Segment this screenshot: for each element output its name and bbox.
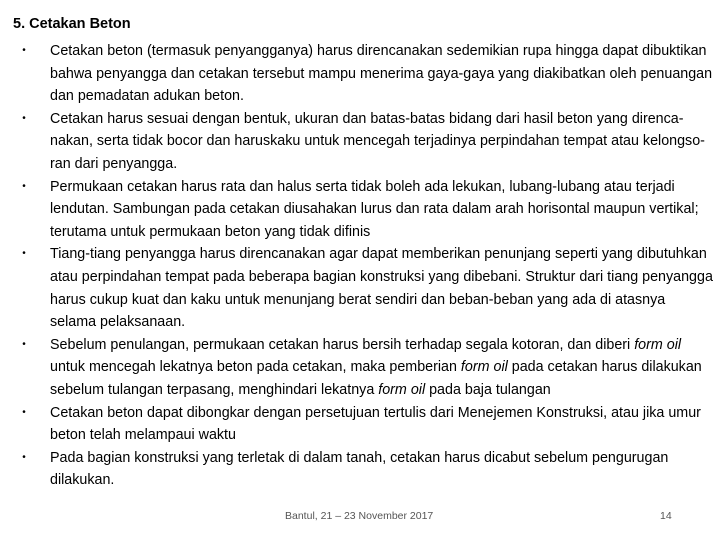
bullet-point-icon: •: [22, 45, 26, 56]
bullet-text: Permukaan cetakan harus rata dan halus serta tidak boleh ada lekukan, lubang-lubang atau terjadi lendutan. Sambungan pada cetakan diusahakan lurus dan rata dalam arah horisontal maupun vertikal; terutama untuk permukaan beton yang tidak difinis: [50, 178, 699, 240]
form-oil-term: form oil: [634, 336, 682, 353]
bullet-text: Cetakan beton (termasuk penyangganya) harus direncanakan sedemikian rupa hingga dapat dibuktikan bahwa penyangga dan cetakan tersebut mampu menerima gaya-gaya yang diakibatkan oleh penuangan dan pemadatan adukan beton.: [50, 43, 713, 105]
bullet-text: [50, 337, 702, 398]
bullet-item: [0, 334, 720, 402]
bullet-point-icon: •: [22, 248, 26, 260]
bullet-item: [0, 447, 720, 492]
section-heading: 5. Cetakan Beton: [13, 16, 131, 32]
bullet-text: Tiang-tiang penyangga harus direncanakan agar dapat memberikan penunjang seperti yang dibutuhkan atau perpindahan tempat pada beberapa bagian konstruksi yang dibebani. Struktur dari tiang penyangga harus cukup kuat dan kaku untuk menunjang berat sendiri dan beban-beban yang ada di atasnya selama pelaksanaan.: [50, 246, 713, 331]
form-oil-term: form oil: [460, 359, 508, 376]
bullet-point-icon: •: [22, 406, 26, 418]
bullet-text: Cetakan beton dapat dibongkar dengan persetujuan tertulis dari Menejemen Konstruksi, atau jika umur beton telah melampaui waktu: [50, 404, 701, 444]
bullet-text-segment: untuk mencegah lekatnya beton pada cetakan, maka pemberian: [50, 359, 461, 376]
bullet-text: Pada bagian konstruksi yang terletak di dalam tanah, cetakan harus dicabut sebelum pengurugan dilakukan.: [50, 449, 669, 489]
bullet-point-icon: •: [22, 451, 26, 463]
bullet-point-icon: •: [22, 180, 26, 192]
bullet-text-segment: pada cetakan harus dilakukan sebelum tulangan terpasang, menghindari lekatnya: [50, 359, 702, 398]
form-oil-term: form oil: [378, 381, 426, 398]
page-number: 14: [660, 510, 672, 522]
bullet-text: Cetakan harus sesuai dengan bentuk, ukuran dan batas-batas bidang dari hasil beton yang direnca-nakan, serta tidak bocor dan haruskaku untuk mencegah terjadinya perpindahan tempat atau kelongso-ran dari penyangga.: [50, 110, 705, 172]
bullet-point-icon: •: [22, 112, 26, 124]
bullet-item: [0, 176, 720, 244]
bullet-item: [0, 402, 720, 447]
bullet-list: [0, 40, 720, 492]
footer-date: Bantul, 21 – 23 November 2017: [285, 510, 434, 522]
bullet-item: [0, 108, 720, 176]
bullet-text-segment: pada baja tulangan: [425, 381, 551, 398]
bullet-text-segment: Sebelum penulangan, permukaan cetakan harus bersih terhadap segala kotoran, dan diberi: [50, 336, 635, 353]
bullet-item: [0, 243, 720, 333]
bullet-item: [0, 40, 720, 108]
bullet-point-icon: •: [22, 338, 26, 350]
